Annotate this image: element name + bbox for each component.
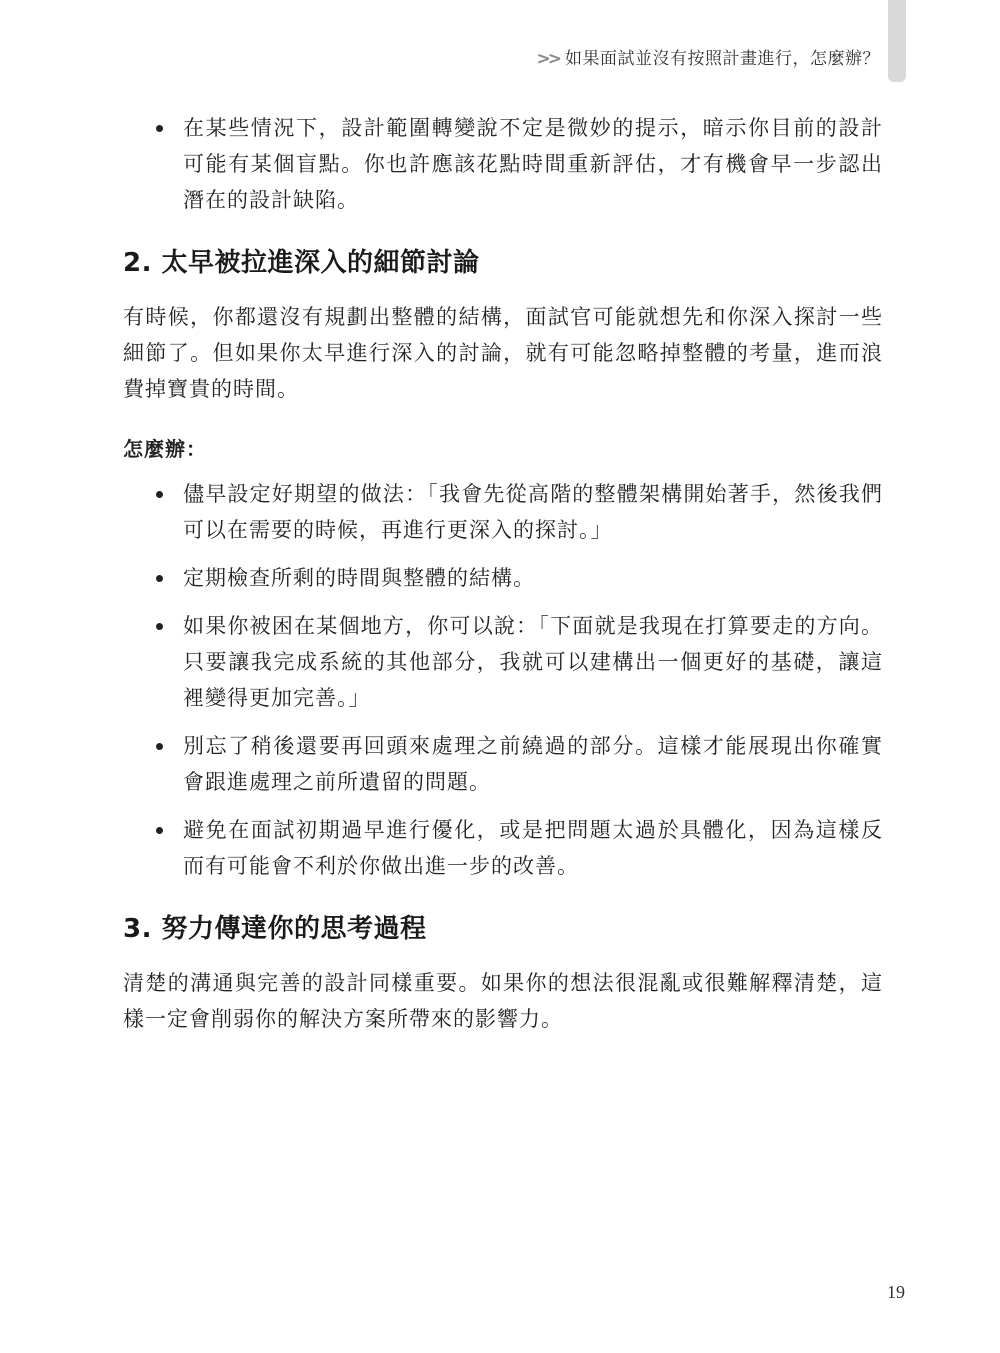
intro-bullet-list bbox=[123, 110, 883, 218]
bullet-icon bbox=[156, 125, 163, 132]
section-2-subheading: 怎麼辦： bbox=[123, 437, 207, 461]
list-item: 定期檢查所剩的時間與整體的結構。 bbox=[123, 560, 883, 596]
section-3-paragraph: 清楚的溝通與完善的設計同樣重要。如果你的想法很混亂或很難解釋清楚，這樣一定會削弱你的解決方案所帶來的影響力。 bbox=[123, 971, 883, 1031]
double-chevron-icon: >> bbox=[536, 49, 559, 69]
section-2-bullet-list bbox=[123, 476, 883, 884]
bullet-icon bbox=[156, 623, 163, 630]
bullet-icon bbox=[156, 575, 163, 582]
section-2-title: 2. 太早被拉進深入的細節討論 bbox=[123, 248, 480, 278]
list-item: 別忘了稍後還要再回頭來處理之前繞過的部分。這樣才能展現出你確實會跟進處理之前所遺留的問題。 bbox=[123, 728, 883, 800]
bullet-icon bbox=[156, 827, 163, 834]
list-item: 避免在面試初期過早進行優化，或是把問題太過於具體化，因為這樣反而有可能會不利於你做出進一步的改善。 bbox=[123, 812, 883, 884]
running-header bbox=[460, 44, 880, 69]
list-item: 如果你被困在某個地方，你可以說：「下面就是我現在打算要走的方向。只要讓我完成系統的其他部分，我就可以建構出一個更好的基礎，讓這裡變得更加完善。」 bbox=[123, 608, 883, 716]
bullet-icon bbox=[156, 491, 163, 498]
page-content bbox=[123, 110, 883, 1055]
list-item: 在某些情況下，設計範圍轉變說不定是微妙的提示，暗示你目前的設計可能有某個盲點。你也許應該花點時間重新評估，才有機會早一步認出潛在的設計缺陷。 bbox=[123, 110, 883, 218]
bullet-icon bbox=[156, 743, 163, 750]
list-item: 儘早設定好期望的做法：「我會先從高階的整體架構開始著手，然後我們可以在需要的時候，再進行更深入的探討。」 bbox=[123, 476, 883, 548]
section-3-title: 3. 努力傳達你的思考過程 bbox=[123, 914, 427, 944]
page-number: 19 bbox=[887, 1282, 905, 1302]
section-2-paragraph: 有時候，你都還沒有規劃出整體的結構，面試官可能就想先和你深入探討一些細節了。但如果你太早進行深入的討論，就有可能忽略掉整體的考量，進而浪費掉寶貴的時間。 bbox=[123, 305, 883, 401]
running-header-title: 如果面試並沒有按照計畫進行，怎麼辦？ bbox=[565, 49, 880, 69]
thumb-tab-marker bbox=[888, 0, 906, 82]
